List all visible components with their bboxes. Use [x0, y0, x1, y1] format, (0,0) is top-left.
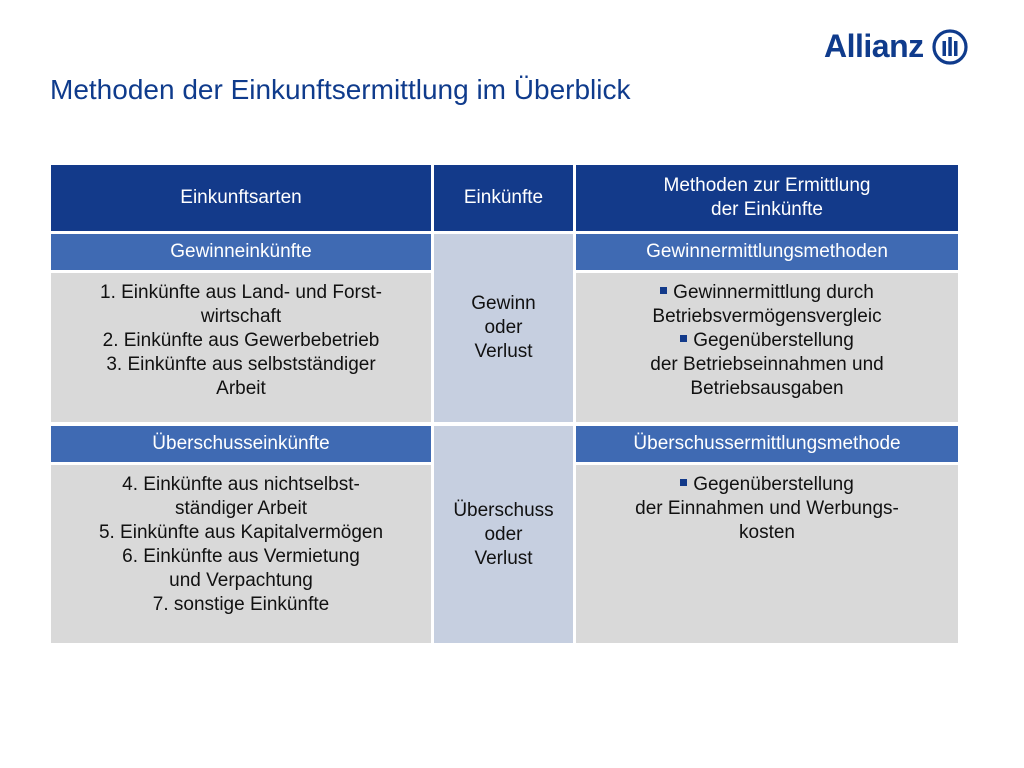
list-item: Arbeit	[216, 378, 266, 399]
list-item: der Betriebseinnahmen und	[650, 354, 884, 375]
header-label-line1: Methoden zur Ermittlung	[663, 175, 871, 196]
list-item: kosten	[739, 522, 795, 543]
method-text: Gegenüberstellung	[693, 474, 854, 495]
allianz-emblem-icon	[932, 29, 968, 65]
page-title: Methoden der Einkunftsermittlung im Überblick	[50, 74, 631, 105]
list-item: 2. Einkünfte aus Gewerbebetrieb	[102, 330, 380, 351]
header-label: Einkunftsarten	[180, 187, 302, 208]
ueberschuss-methods	[576, 465, 958, 643]
section-label: Überschussermittlungsmethode	[633, 433, 901, 454]
section-label: Gewinnermittlungsmethoden	[646, 241, 888, 262]
list-item: und Verpachtung	[169, 570, 313, 591]
ueberschuss-income-list	[99, 473, 383, 617]
list-item	[650, 329, 883, 353]
list-item: 7. sonstige Einkünfte	[152, 594, 330, 615]
bullet-square-icon	[660, 287, 667, 294]
header-einkunftsarten	[51, 165, 431, 231]
header-einkuenfte	[434, 165, 573, 231]
gewinn-items	[51, 273, 431, 422]
list-item: 4. Einkünfte aus nichtselbst-	[122, 474, 360, 495]
brand-name: Allianz	[824, 28, 924, 64]
list-item: der Einnahmen und Werbungs-	[635, 498, 899, 519]
list-item: ständiger Arbeit	[174, 498, 308, 519]
header-methoden	[576, 165, 958, 231]
header-label: Einkünfte	[463, 187, 544, 208]
list-item	[635, 473, 899, 497]
list-item: Betriebsvermögensvergleic	[652, 306, 882, 327]
gewinn-methods-list	[650, 281, 883, 401]
list-item	[650, 281, 883, 305]
list-item: 5. Einkünfte aus Kapitalvermögen	[98, 522, 384, 543]
result-word: Verlust	[474, 341, 533, 362]
method-text: Gegenüberstellung	[693, 330, 854, 351]
result-word: oder	[484, 317, 523, 338]
gewinn-income-list	[100, 281, 382, 401]
ueberschusseinkuenfte-label	[51, 426, 431, 462]
header-label-line2: der Einkünfte	[711, 199, 823, 220]
section-label: Gewinneinkünfte	[170, 241, 312, 262]
ueberschuss-items	[51, 465, 431, 643]
result-word: Verlust	[474, 547, 533, 569]
income-methods-table	[51, 165, 958, 643]
bullet-square-icon	[680, 335, 687, 342]
method-text: Gewinnermittlung durch	[673, 282, 874, 303]
result-word: Überschuss	[453, 499, 554, 521]
allianz-logo	[824, 28, 968, 65]
section-label: Überschusseinkünfte	[152, 433, 330, 454]
ueberschuss-methods-list	[635, 473, 899, 545]
ueberschussermittlungsmethode-label	[576, 426, 958, 462]
result-word: Gewinn	[471, 293, 536, 314]
list-item: Betriebsausgaben	[690, 378, 844, 399]
list-item: 1. Einkünfte aus Land- und Forst-	[100, 282, 382, 303]
result-word: oder	[484, 523, 523, 545]
gewinn-methods	[576, 273, 958, 422]
list-item: wirtschaft	[200, 306, 282, 327]
gewinnermittlungsmethoden-label	[576, 234, 958, 270]
bullet-square-icon	[680, 479, 687, 486]
gewinneinkuenfte-label	[51, 234, 431, 270]
ueberschuss-oder-verlust	[434, 426, 573, 643]
gewinn-oder-verlust	[434, 234, 573, 422]
list-item: 3. Einkünfte aus selbstständiger	[106, 354, 376, 375]
list-item: 6. Einkünfte aus Vermietung	[122, 546, 360, 567]
